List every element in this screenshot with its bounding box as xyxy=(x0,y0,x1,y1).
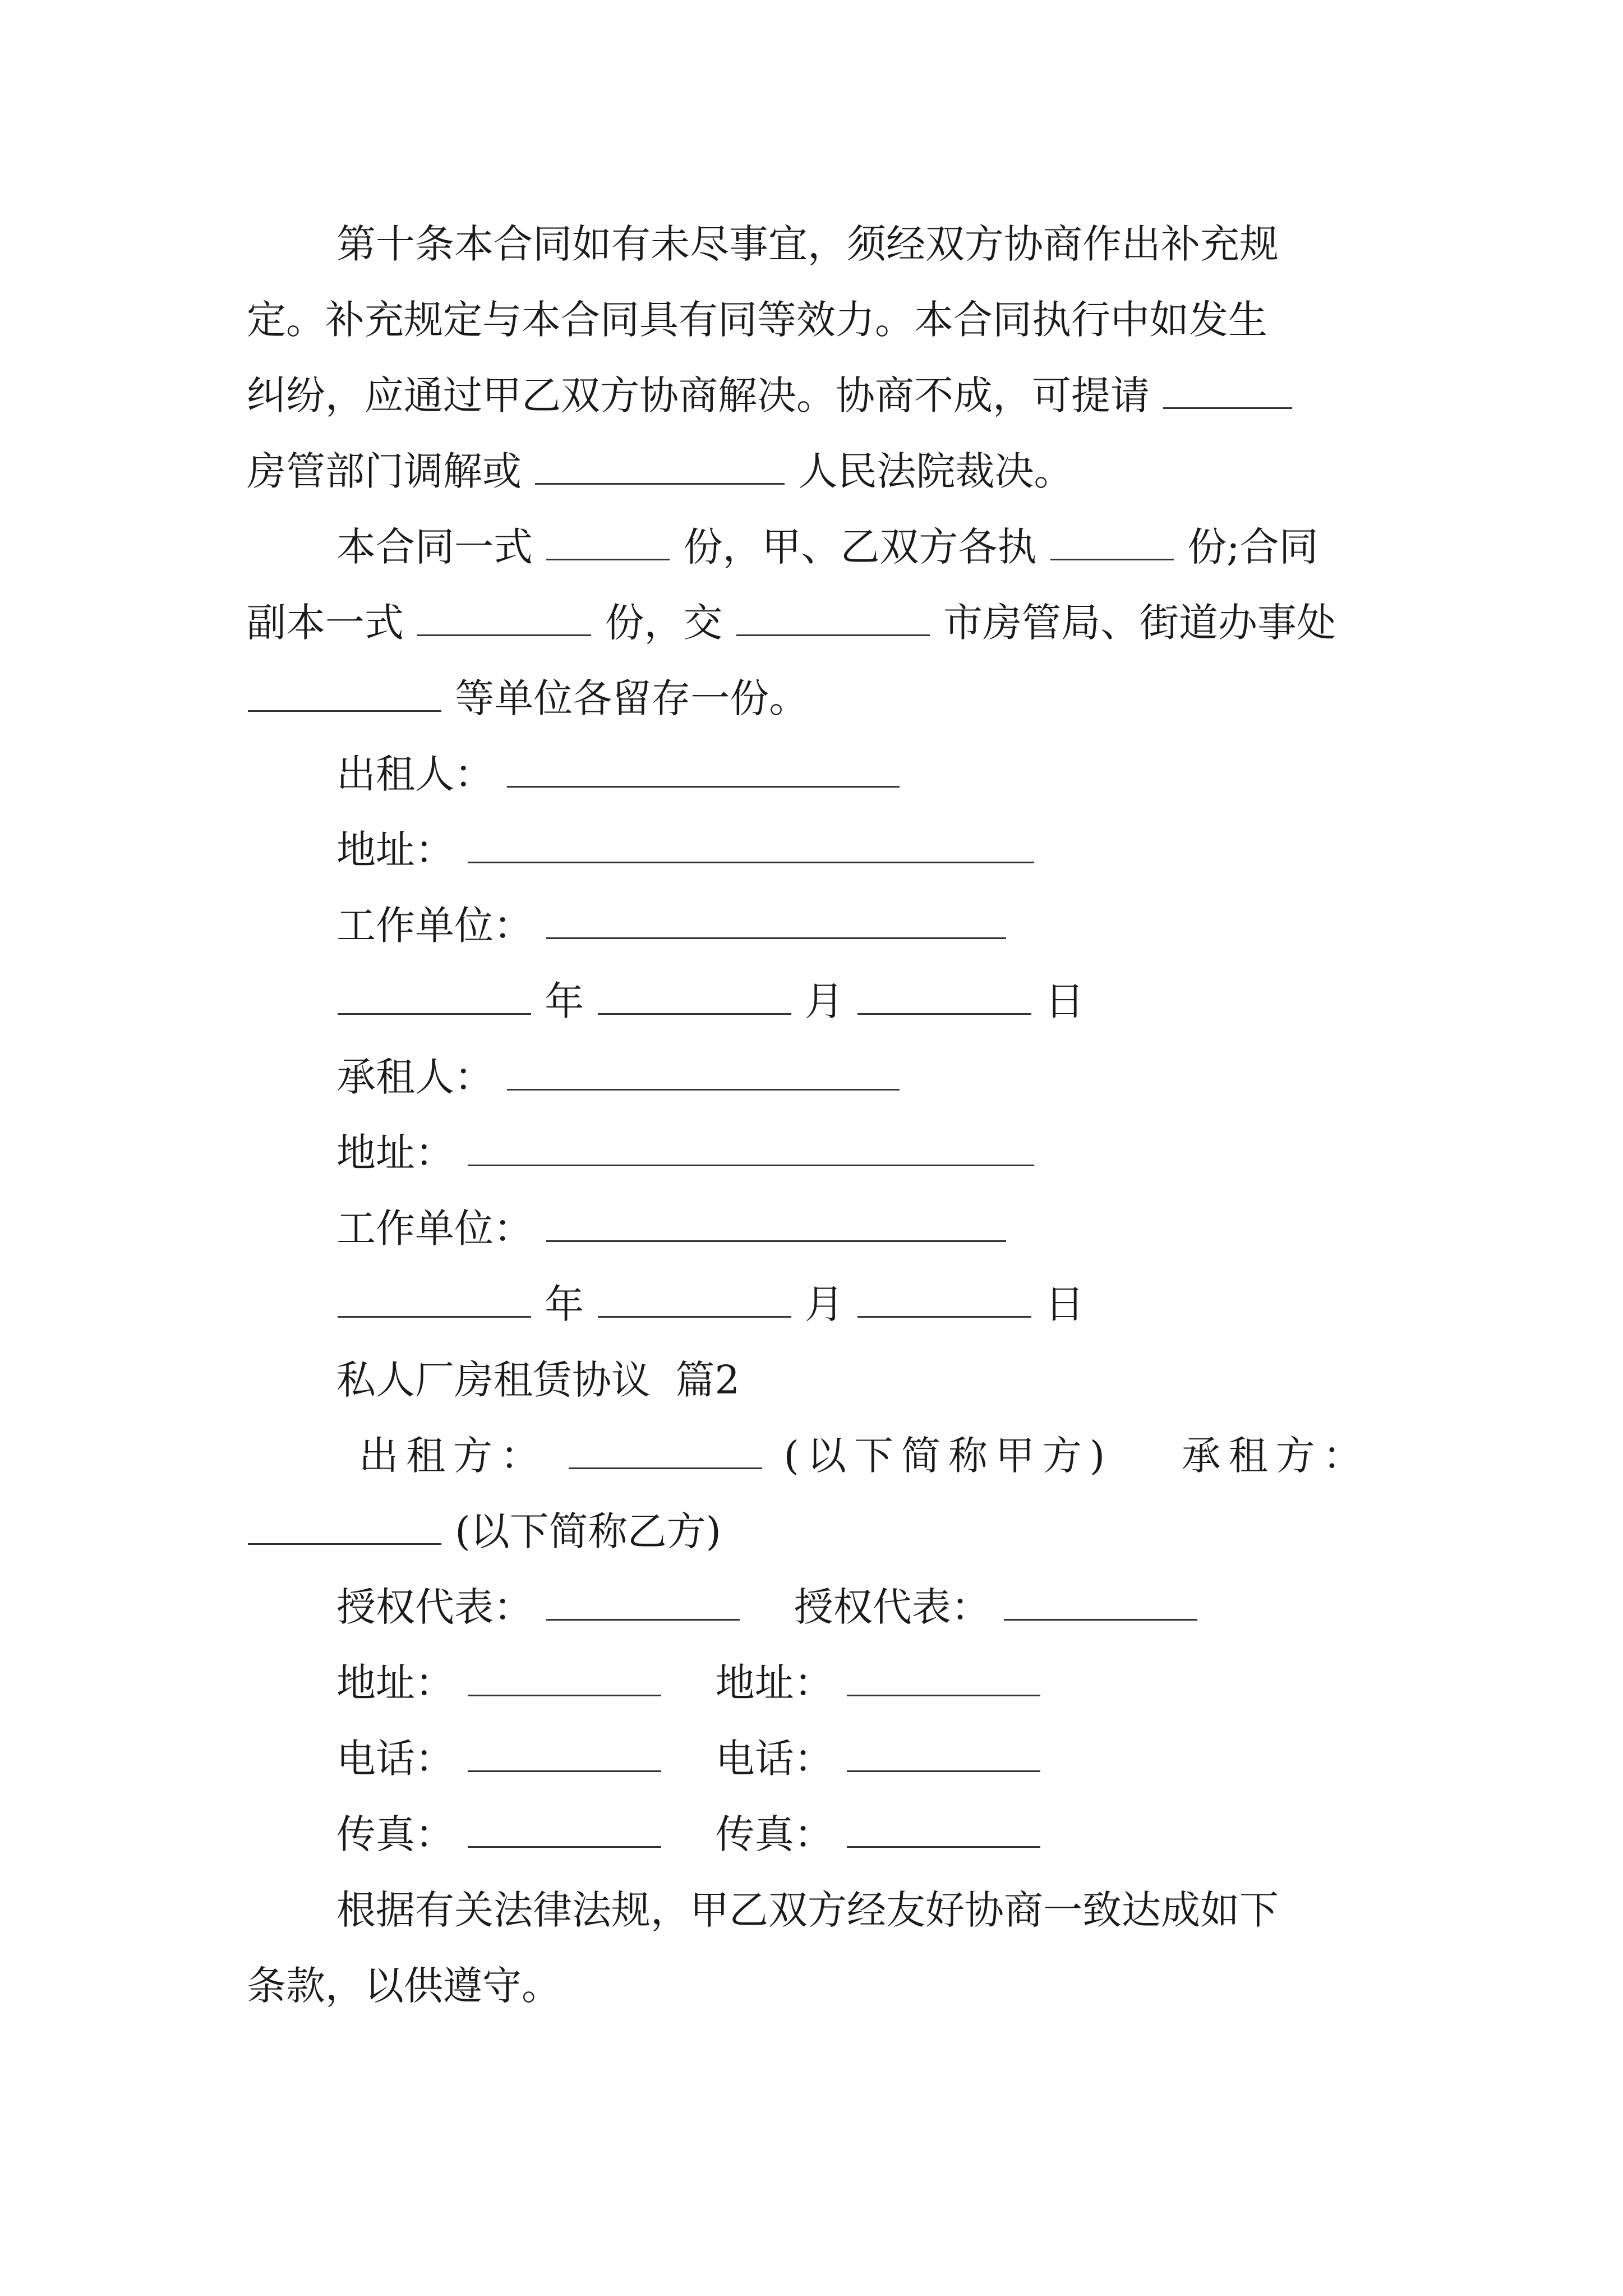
blank-court-name[interactable] xyxy=(535,448,785,485)
party-a-phone-field[interactable] xyxy=(468,1736,661,1772)
party-a-phone-label: 电话： xyxy=(336,1736,454,1782)
intro-text-2: 条款，以供遵守。 xyxy=(247,1963,561,2009)
copies-text-a: 本合同一式 xyxy=(336,524,533,570)
lessee-date-row xyxy=(336,1276,1178,1332)
section2-heading-text: 私人厂房租赁协议 篇2 xyxy=(336,1357,740,1403)
intro-line-2 xyxy=(247,1958,1380,2014)
parties-line-1 xyxy=(359,1428,1380,1484)
copies-text-d: 副本一式 xyxy=(247,600,404,646)
party-b-address-label: 地址： xyxy=(715,1660,833,1706)
copies-line-1 xyxy=(336,519,1380,575)
lessor-month-field[interactable] xyxy=(598,978,791,1015)
party-b-fax-field[interactable] xyxy=(847,1811,1040,1848)
copies-text-e: 份，交 xyxy=(605,600,723,646)
party-a-address-field[interactable] xyxy=(468,1660,661,1696)
clause10-text-1: 第十条本合同如有未尽事宜，须经双方协商作出补充规 xyxy=(336,221,1279,267)
lessor-work-label: 工作单位： xyxy=(336,903,533,949)
copies-text-f: 市房管局、街道办事处 xyxy=(943,600,1336,646)
party-a-fax-label: 传真： xyxy=(336,1811,454,1857)
party-b-phone-label: 电话： xyxy=(715,1736,833,1782)
lessee-work-field[interactable] xyxy=(546,1205,1006,1242)
party-a-rep-label: 授权代表： xyxy=(336,1584,533,1630)
blank-duplicate-count[interactable] xyxy=(417,600,591,636)
clause10-text-4a: 房管部门调解或 xyxy=(247,448,522,494)
party-a-address-label: 地址： xyxy=(336,1660,454,1706)
fax-row xyxy=(336,1806,1290,1862)
party-b-field[interactable] xyxy=(248,1508,441,1545)
copies-text-b: 份，甲、乙双方各执 xyxy=(683,524,1037,570)
intro-text-1: 根据有关法律法规，甲乙双方经友好协商一致达成如下 xyxy=(336,1887,1279,1933)
lessee-name-row xyxy=(336,1049,1178,1105)
lessee-work-row xyxy=(336,1200,1178,1257)
lessor-day-label: 日 xyxy=(1045,978,1085,1024)
lessor-work-row xyxy=(336,898,1178,954)
clause10-text-4b: 人民法院裁决。 xyxy=(798,448,1073,494)
lessee-day-label: 日 xyxy=(1045,1281,1085,1327)
lessor-address-label: 地址： xyxy=(336,827,454,873)
lessor-work-field[interactable] xyxy=(546,903,1006,939)
parties-line-2 xyxy=(247,1503,1380,1559)
copies-line-3 xyxy=(247,670,1380,726)
lessee-address-field[interactable] xyxy=(468,1130,1034,1166)
party-a-label: 出租方： xyxy=(359,1433,547,1479)
lessor-address-field[interactable] xyxy=(468,827,1034,863)
lessor-month-label: 月 xyxy=(804,978,844,1024)
clause10-text-3: 纠纷，应通过甲乙双方协商解决。协商不成，可提请 xyxy=(247,372,1150,418)
party-b-address-field[interactable] xyxy=(847,1660,1040,1696)
phone-row xyxy=(336,1731,1290,1787)
copies-text-g: 等单位各留存一份。 xyxy=(455,675,809,721)
intro-line-1 xyxy=(336,1882,1380,1938)
blank-other-units[interactable] xyxy=(248,675,441,712)
party-b-rep-label: 授权代表： xyxy=(794,1584,990,1630)
address-row xyxy=(336,1655,1290,1711)
party-a-field[interactable] xyxy=(569,1433,762,1469)
party-a-rep-field[interactable] xyxy=(546,1584,740,1621)
lessee-day-field[interactable] xyxy=(857,1281,1031,1318)
clause10-line-2 xyxy=(247,292,1380,348)
lessee-work-label: 工作单位： xyxy=(336,1205,533,1251)
party-b-phone-field[interactable] xyxy=(847,1736,1040,1772)
blank-copies-each[interactable] xyxy=(1050,524,1174,560)
party-b-note: (以下简称乙方) xyxy=(455,1508,721,1554)
rep-row xyxy=(336,1579,1290,1635)
lessor-name-field[interactable] xyxy=(507,751,900,788)
party-b-label: 承租方： xyxy=(1181,1433,1370,1479)
lessee-year-label: 年 xyxy=(545,1281,584,1327)
party-b-fax-label: 传真： xyxy=(715,1811,833,1857)
section2-heading xyxy=(336,1352,1178,1408)
lessor-name-label: 出租人： xyxy=(336,751,494,797)
copies-text-c: 份;合同 xyxy=(1187,524,1318,570)
blank-deliver-to[interactable] xyxy=(736,600,930,636)
clause10-text-2: 定。补充规定与本合同具有同等效力。本合同执行中如发生 xyxy=(247,297,1267,343)
copies-line-2 xyxy=(247,595,1380,651)
lessee-name-field[interactable] xyxy=(507,1054,900,1091)
lessor-address-row xyxy=(336,822,1178,878)
party-a-note: (以下简称甲方) xyxy=(783,1433,1113,1479)
lessee-name-label: 承租人： xyxy=(336,1054,494,1100)
clause10-line-4 xyxy=(247,443,1380,499)
lessor-name-row xyxy=(336,746,1178,802)
lessor-date-row xyxy=(336,973,1178,1029)
lessor-year-label: 年 xyxy=(545,978,584,1024)
lessee-address-label: 地址： xyxy=(336,1130,454,1176)
lessee-address-row xyxy=(336,1125,1178,1181)
party-a-fax-field[interactable] xyxy=(468,1811,661,1848)
blank-mediation-city[interactable] xyxy=(1163,372,1292,409)
blank-copies-total[interactable] xyxy=(546,524,670,560)
lessor-year-field[interactable] xyxy=(338,978,531,1015)
clause10-line-1 xyxy=(336,216,1380,272)
lessor-day-field[interactable] xyxy=(857,978,1031,1015)
party-b-rep-field[interactable] xyxy=(1004,1584,1197,1621)
lessee-year-field[interactable] xyxy=(338,1281,531,1318)
clause10-line-3 xyxy=(247,367,1380,424)
lessee-month-label: 月 xyxy=(804,1281,844,1327)
lessee-month-field[interactable] xyxy=(598,1281,791,1318)
